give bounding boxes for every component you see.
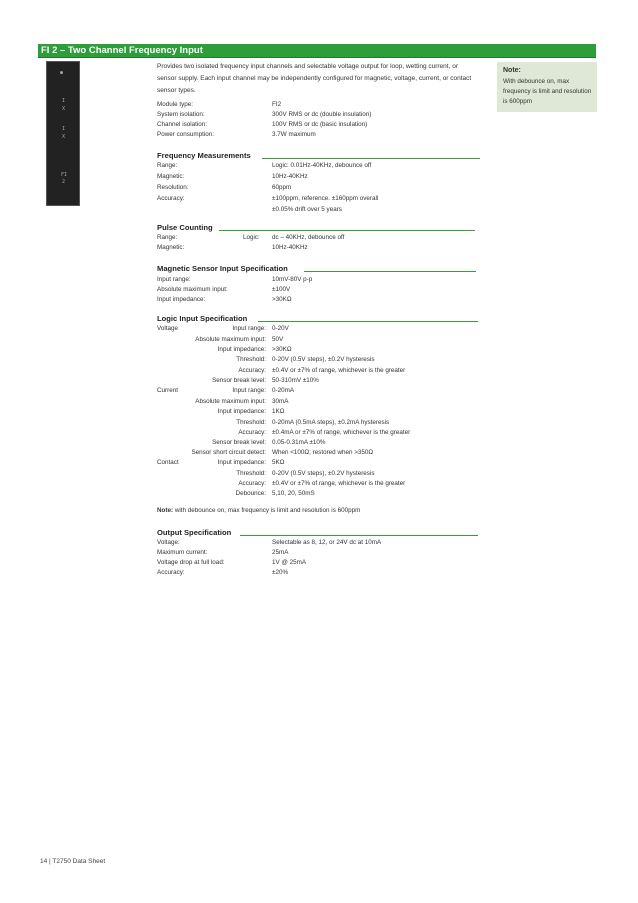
pulse-heading: Pulse Counting bbox=[157, 223, 213, 232]
output-heading: Output Specification bbox=[157, 528, 232, 537]
spec-label: Input impedance: bbox=[217, 459, 266, 466]
spec-label: Range: bbox=[157, 162, 178, 169]
spec-value: ±0.4V or ±7% of range, whichever is the greater bbox=[272, 367, 406, 374]
spec-value: >30KΩ bbox=[272, 346, 292, 353]
spec-value: ±0.05% drift over 5 years bbox=[272, 206, 342, 213]
spec-value: 50V bbox=[272, 336, 284, 343]
heading-rule bbox=[240, 535, 478, 536]
spec-label: Threshold: bbox=[236, 470, 266, 477]
side-note-text: With debounce on, max frequency is limit and resolution is 600ppm bbox=[503, 78, 592, 105]
spec-value: 3.7W maximum bbox=[272, 131, 316, 138]
spec-label: Input impedance: bbox=[217, 346, 266, 353]
photo-label: I bbox=[62, 98, 66, 104]
spec-value: 0-20mA bbox=[272, 387, 295, 394]
spec-value: 0-20V (0.5V steps), ±0.2V hysteresis bbox=[272, 470, 375, 477]
spec-value: 10mV-80V p-p bbox=[272, 276, 313, 283]
magnetic-heading: Magnetic Sensor Input Specification bbox=[157, 264, 288, 273]
spec-label: Input range: bbox=[232, 325, 266, 332]
spec-label: Accuracy: bbox=[157, 569, 185, 576]
spec-value: 60ppm bbox=[272, 184, 292, 191]
spec-label: Voltage: bbox=[157, 539, 180, 546]
side-note bbox=[497, 62, 597, 112]
spec-value: dc – 40KHz, debounce off bbox=[272, 234, 345, 241]
spec-label: Accuracy: bbox=[238, 429, 266, 436]
spec-value: >30KΩ bbox=[272, 296, 292, 303]
heading-rule bbox=[262, 158, 480, 159]
spec-label: Magnetic: bbox=[157, 173, 185, 180]
spec-value: Selectable as 8, 12, or 24V dc at 10mA bbox=[272, 539, 382, 546]
spec-label: Absolute maximum input: bbox=[195, 336, 266, 343]
module-photo bbox=[46, 61, 80, 206]
spec-label: Debounce: bbox=[235, 490, 266, 497]
spec-value: 0-20mA (0.5mA steps), ±0.2mA hysteresis bbox=[272, 419, 390, 426]
spec-label: Voltage drop at full load: bbox=[157, 559, 225, 566]
debounce-note-label: Note: bbox=[157, 507, 174, 514]
spec-label: Input range: bbox=[157, 276, 191, 283]
spec-label: Sensor break level: bbox=[212, 439, 266, 446]
spec-value: 50-310mV ±10% bbox=[272, 377, 319, 384]
photo-label: I bbox=[62, 126, 66, 132]
spec-label: Accuracy: bbox=[238, 480, 266, 487]
photo-label: X bbox=[62, 106, 66, 112]
photo-led: ● bbox=[60, 70, 64, 76]
heading-rule bbox=[304, 271, 476, 272]
spec-label: Sensor break level: bbox=[212, 377, 266, 384]
spec-value: ±0.4V or ±7% of range, whichever is the greater bbox=[272, 480, 406, 487]
intro-paragraph: Provides two isolated frequency input channels and selectable voltage output for loop, wetting current, or sensor supply. Each input channel may be independently configured for magnetic, voltage, current, or contact sensor types. bbox=[157, 63, 472, 94]
heading-rule bbox=[219, 230, 475, 231]
spec-value: 100V RMS or dc (basic insulation) bbox=[272, 121, 368, 128]
spec-value: 5,10, 20, 50mS bbox=[272, 490, 315, 497]
spec-value: 10Hz-40KHz bbox=[272, 244, 308, 251]
spec-label: Maximum current: bbox=[157, 549, 208, 556]
spec-value: ±100V bbox=[272, 286, 291, 293]
section-header bbox=[38, 44, 596, 58]
spec-value: 10Hz-40KHz bbox=[272, 173, 308, 180]
spec-label: Absolute maximum input: bbox=[195, 398, 266, 405]
spec-value: ±100ppm, reference. ±160ppm overall bbox=[272, 195, 379, 202]
spec-label: Threshold: bbox=[236, 419, 266, 426]
spec-group: Voltage bbox=[157, 325, 179, 332]
section-title: FI 2 – Two Channel Frequency Input bbox=[41, 45, 203, 56]
spec-label: System isolation: bbox=[157, 111, 205, 118]
spec-sublabel: Logic: bbox=[243, 234, 260, 241]
heading-rule bbox=[258, 321, 478, 322]
spec-label: Absolute maximum input: bbox=[157, 286, 228, 293]
debounce-note bbox=[157, 506, 360, 516]
logic-heading: Logic Input Specification bbox=[157, 314, 248, 323]
spec-value: 30mA bbox=[272, 398, 289, 405]
spec-label: Accuracy: bbox=[238, 367, 266, 374]
debounce-note-text: with debounce on, max frequency is limit and resolution is 600ppm bbox=[173, 507, 361, 514]
spec-label: Range: bbox=[157, 234, 178, 241]
spec-value: 1KΩ bbox=[272, 408, 285, 415]
spec-label: Input impedance: bbox=[157, 296, 206, 303]
frequency-heading: Frequency Measurements bbox=[157, 151, 251, 160]
spec-value: 0-20V bbox=[272, 325, 289, 332]
spec-value: Logic: 0.01Hz-40KHz, debounce off bbox=[272, 162, 372, 169]
spec-group: Contact bbox=[157, 459, 179, 466]
spec-label: Power consumption: bbox=[157, 131, 215, 138]
spec-label: Sensor short circuit detect: bbox=[191, 449, 266, 456]
spec-value: 25mA bbox=[272, 549, 289, 556]
spec-value: When <100Ω; restored when >350Ω bbox=[272, 449, 374, 456]
page-footer: 14 | T2750 Data Sheet bbox=[40, 858, 106, 865]
spec-value: 0.05-0.31mA ±10% bbox=[272, 439, 326, 446]
spec-label: Magnetic: bbox=[157, 244, 185, 251]
spec-label: Module type: bbox=[157, 101, 194, 108]
photo-label: FI bbox=[61, 172, 68, 178]
spec-value: ±0.4mA or ±7% of range, whichever is the greater bbox=[272, 429, 411, 436]
side-note-title: Note: bbox=[503, 67, 521, 74]
spec-value: 0-20V (0.5V steps), ±0.2V hysteresis bbox=[272, 356, 375, 363]
spec-value: 1V @ 25mA bbox=[272, 559, 307, 566]
spec-label: Input impedance: bbox=[217, 408, 266, 415]
spec-group: Current bbox=[157, 387, 178, 394]
spec-value: 5KΩ bbox=[272, 459, 285, 466]
photo-label: 2 bbox=[62, 179, 66, 185]
spec-label: Channel isolation: bbox=[157, 121, 208, 128]
spec-value: FI2 bbox=[272, 101, 282, 108]
spec-label: Threshold: bbox=[236, 356, 266, 363]
spec-label: Accuracy: bbox=[157, 195, 185, 202]
spec-value: 300V RMS or dc (double insulation) bbox=[272, 111, 372, 118]
spec-value: ±20% bbox=[272, 569, 289, 576]
spec-label: Input range: bbox=[232, 387, 266, 394]
spec-label: Resolution: bbox=[157, 184, 189, 191]
photo-label: X bbox=[62, 134, 66, 140]
